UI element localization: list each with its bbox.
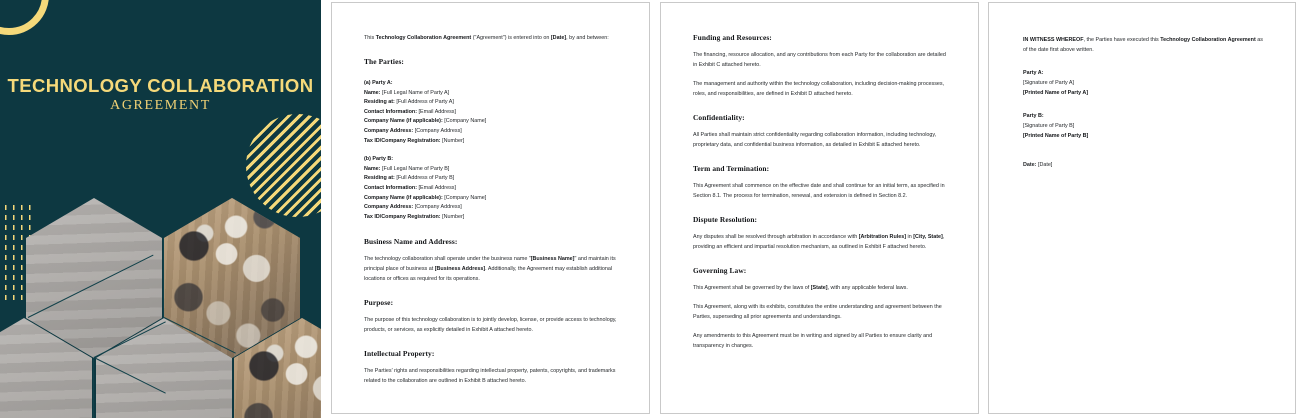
intro-prefix: This <box>364 35 376 41</box>
dispute-paragraph <box>693 232 946 252</box>
spacer <box>1023 151 1267 161</box>
text-part: , the Parties have executed this <box>1083 37 1161 43</box>
heading-intellectual-property: Intellectual Property: <box>364 348 435 358</box>
field-key: Tax ID/Company Registration: <box>364 137 441 144</box>
field-key: Company Address: <box>364 128 414 135</box>
signature-party-a-printed-name[interactable]: [Printed Name of Party A] <box>1023 89 1089 96</box>
text-part: , with any applicable federal laws. <box>827 285 908 291</box>
ring-arc-icon <box>0 0 49 35</box>
field-value: [Email Address] <box>417 185 456 192</box>
heading-term-termination: Term and Termination: <box>693 164 770 173</box>
cover-title: TECHNOLOGY COLLABORATION <box>7 75 314 96</box>
party-b-line <box>364 213 617 223</box>
text-bold-business-address: [Business Address] <box>434 265 486 272</box>
confidentiality-paragraph: All Parties shall maintain strict confidentiality regarding collaboration information, including technology, proprietary data, and confidential business information, as detailed in Exhibit E attached hereto. <box>693 132 937 148</box>
document-page-3[interactable] <box>660 2 979 414</box>
purpose-paragraph: The purpose of this technology collaboration is to jointly develop, license, or provide access to technology, products, or services, as explicitly detailed in Exhibit A attached hereto. <box>364 316 617 333</box>
intro-mid: ("Agreement") is entered into on <box>471 35 551 41</box>
document-page-2[interactable] <box>331 2 650 414</box>
signature-date-line <box>1023 161 1267 171</box>
party-a-line <box>364 108 617 118</box>
field-key: Name: <box>364 89 381 96</box>
field-value: [Company Address] <box>413 128 462 135</box>
party-b-label <box>364 155 617 165</box>
text-part: as of the date first above written. <box>1023 37 1263 53</box>
heading-governing-law: Governing Law: <box>693 266 747 275</box>
funding-paragraph-1: The financing, resource allocation, and any contributions from each Party for the collaboration are detailed in Exhibit C attached hereto. <box>693 52 946 68</box>
text-bold-state: [State] <box>810 285 828 291</box>
text-bold-in-witness-whereof: IN WITNESS WHEREOF <box>1023 37 1084 43</box>
hexagon-seam-1 <box>163 238 164 318</box>
party-b-line <box>364 174 617 184</box>
field-key: Residing at: <box>364 99 395 106</box>
term-paragraph: This Agreement shall commence on the effective date and shall continue for an initial term, as specified in Section 8.1. The process for termination, renewal, and extension is defined in Section 8.2. <box>693 183 945 199</box>
field-value: [Full Legal Name of Party B] <box>380 165 450 172</box>
text-bold-business-name: [Business Name] <box>530 255 575 262</box>
funding-paragraph-2: The management and authority within the technology collaboration, including decision-making processes, roles, and responsibilities, are defined in Exhibit D attached hereto. <box>693 81 945 97</box>
page-2-body <box>332 3 649 413</box>
cover-artwork <box>0 0 321 418</box>
text-part: The technology collaboration shall operate under the business name " <box>364 255 531 262</box>
document-page-4[interactable] <box>988 2 1296 414</box>
field-key: Contact Information: <box>364 185 418 192</box>
signature-party-a-label: Party A: <box>1023 70 1044 76</box>
text-bold-arbitration-rules: [Arbitration Rules] <box>858 234 907 240</box>
date-value[interactable]: [Date] <box>1036 161 1053 168</box>
party-b-line <box>364 194 617 204</box>
party-a-label <box>364 79 617 89</box>
governing-law-paragraph <box>693 283 946 293</box>
party-a-line <box>364 117 617 127</box>
hexagon-seam-2 <box>93 358 94 418</box>
field-value: [Company Name] <box>442 118 487 125</box>
signature-party-b-field[interactable]: [Signature of Party B] <box>1023 123 1075 130</box>
party-a-line <box>364 127 617 137</box>
page-3-body <box>661 3 978 413</box>
text-part: , providing an efficient and impartial resolution mechanism, as outlined in Exhibit F attached hereto. <box>693 234 945 250</box>
intro-suffix: , by and between: <box>566 35 609 41</box>
heading-dispute-resolution: Dispute Resolution: <box>693 215 758 224</box>
amendments-paragraph: Any amendments to this Agreement must be in writing and signed by all Parties to ensure clarity and transparency in changes. <box>693 333 933 349</box>
field-key: Company Name (if applicable): <box>364 194 443 201</box>
field-key: Company Address: <box>364 204 414 211</box>
text-bold-agreement-name: Technology Collaboration Agreement <box>1160 37 1256 43</box>
heading-purpose: Purpose: <box>364 297 394 307</box>
heading-funding-resources: Funding and Resources: <box>693 33 772 42</box>
party-a-line <box>364 137 617 147</box>
party-a-line <box>364 89 617 99</box>
text-part: . Additionally, the Agreement may establish additional locations or offices as required for its operations. <box>364 265 613 282</box>
cover-title-block <box>0 76 321 114</box>
field-value: [Number] <box>440 137 465 144</box>
text-part: Any disputes shall be resolved through arbitration in accordance with <box>693 234 859 240</box>
heading-the-parties: The Parties: <box>364 57 404 66</box>
signature-party-b-label: Party B: <box>1023 113 1044 120</box>
field-key: Name: <box>364 165 381 172</box>
party-a-block <box>364 79 617 146</box>
signature-block-party-b <box>1023 112 1267 141</box>
field-key: Residing at: <box>364 175 395 182</box>
party-b-label-text: (b) Party B: <box>364 156 394 163</box>
field-value: [Full Legal Name of Party A] <box>380 89 450 96</box>
heading-business-name-address: Business Name and Address: <box>364 236 458 246</box>
party-a-line <box>364 98 617 108</box>
intro-bold-date: [Date] <box>550 35 567 41</box>
date-label: Date: <box>1023 161 1037 168</box>
cover-subtitle: AGREEMENT <box>110 98 211 114</box>
field-key: Company Name (if applicable): <box>364 118 443 125</box>
field-value: [Number] <box>440 213 465 220</box>
field-value: [Full Address of Party A] <box>394 99 454 106</box>
party-b-block <box>364 155 617 222</box>
signature-party-a-field[interactable]: [Signature of Party A] <box>1023 79 1074 86</box>
signature-block-party-a <box>1023 69 1267 98</box>
witness-paragraph <box>1023 35 1267 55</box>
party-b-line <box>364 165 617 175</box>
striped-circle-icon <box>246 114 321 217</box>
text-part: This Agreement shall be governed by the laws of <box>693 285 811 291</box>
intro-paragraph <box>364 33 617 43</box>
business-paragraph <box>364 254 617 284</box>
cover-page[interactable] <box>0 0 321 418</box>
field-value: [Email Address] <box>417 108 456 115</box>
field-value: [Full Address of Party B] <box>394 175 455 182</box>
text-bold-city-state: [City, State] <box>913 234 943 240</box>
field-key: Contact Information: <box>364 108 418 115</box>
signature-party-b-printed-name[interactable]: [Printed Name of Party B] <box>1023 133 1089 140</box>
text-part: in <box>906 234 914 240</box>
intro-bold-agreement: Technology Collaboration Agreement <box>375 35 472 41</box>
field-key: Tax ID/Company Registration: <box>364 213 441 220</box>
heading-confidentiality: Confidentiality: <box>693 113 745 122</box>
party-b-line <box>364 203 617 213</box>
hexagon-cluster <box>0 205 321 418</box>
field-value: [Company Name] <box>442 194 487 201</box>
entire-agreement-paragraph: This Agreement, along with its exhibits, constitutes the entire understanding and agreement between the Parties, superseding all prior agreements and understandings. <box>693 304 942 320</box>
text-part: " and maintain its principal place of business at <box>364 255 616 272</box>
page-4-body <box>989 3 1295 413</box>
field-value: [Company Address] <box>413 204 462 211</box>
party-b-line <box>364 184 617 194</box>
party-a-label-text: (a) Party A: <box>364 80 393 86</box>
intellectual-property-paragraph: The Parties' rights and responsibilities regarding intellectual property, patents, copyrights, and trademarks related to the collaboration are outlined in Exhibit B attached hereto. <box>364 367 616 384</box>
